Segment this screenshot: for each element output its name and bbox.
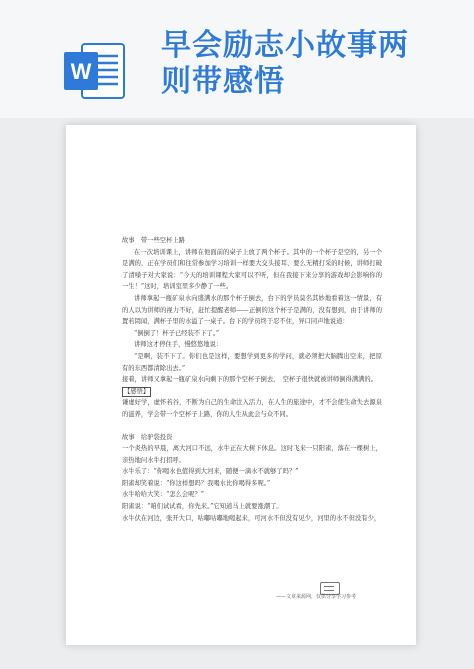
paragraph: 接着，讲师又拿起一瓶矿泉水向剩下的那个空杯子倒去， 空杯子很快就被讲师倒得满满的。	[122, 376, 378, 384]
word-icon-letter: W	[70, 59, 92, 84]
word-document-icon	[60, 36, 130, 106]
title-line-1: 早会励志小故事两	[161, 28, 409, 63]
story1-title: 故事 带一些空杯上路	[122, 237, 185, 244]
paragraph: 在一次培训课上，讲师在他面前的桌子上放了两个杯子。其中的一个杯子是空的，另一个是满的，正在学员们和往常参加学习培训一样要大交头接耳、要么无精打采的时候，讲师打破了清嗓子对大家说：“今天的培训课程大家可以不听，但在我接下来分享的游戏却会影响你的一生！”这时，培训室里多少静了一些。	[122, 248, 382, 291]
paragraph: 水牛伏在河边，张开大口，咕嘟咕嘟地喝起来，可河水不但没有见少，河里的水不但没有少，	[122, 514, 381, 522]
document-page	[66, 125, 416, 645]
paragraph: 水牛哈哈大笑：“怎么会呢？”	[122, 491, 205, 499]
source-footer: ——文章来源网，仅供分享学习参考	[276, 594, 357, 600]
story2-title: 故事 给驴袋投资	[122, 433, 173, 441]
paragraph: “倒倒了！杯子已经装不下了。”	[134, 329, 220, 337]
header-banner	[0, 0, 474, 118]
paragraph: “是啊，装不下了。你们也是这样，要想学到更多的学问，就必须把大脑腾出空来，把原有的东西都清除出去。”	[122, 352, 382, 372]
insight-text: 谦虚好学，虚怀若谷，不断为自己的生命注入活力，在人生的旅途中，才不会使生命失去源泉的滋养，学会带一个空杯子上路，你的人生从此会与众不同。	[122, 399, 382, 418]
paragraph: 水牛乐了：“你喝水也值得到大河来，随便一滴水不就够了吗？”	[122, 468, 299, 476]
title-line-2: 则带感悟	[161, 64, 285, 99]
paragraph: 讲师拿起一瓶矿泉水向盛满水的那个杯子倒去，台下的学员莫名其妙地看着这一情景，有的人以为讲师的视力不好，赶忙提醒老师——正倒的这个杯子是满的，没有想到，由于讲师的置若罔闻，满杯子里的水溢了一桌子。台下的学员终于忍不住，异口同声地说道：	[122, 294, 382, 326]
insight-heading	[122, 386, 382, 398]
paragraph: 阳雀说：“咱们试试看，你先来。”它知道马上就要涨潮了。	[122, 503, 283, 511]
insight-label: 【感悟】	[124, 387, 150, 395]
page-title	[161, 28, 461, 100]
document-body	[122, 235, 382, 524]
paragraph: 一个炎热的早晨，离大河口不远，水牛正在大树下休息。这时飞来一只阳雀，落在一棵树上，亲热地问水牛打招呼。	[122, 445, 382, 464]
paragraph: 讲师这才停住手，慢悠悠地说：	[134, 341, 223, 349]
paragraph: 阳雀却笑着说：“你这样想吗？我喝水比你喝得多呢。”	[122, 479, 271, 487]
